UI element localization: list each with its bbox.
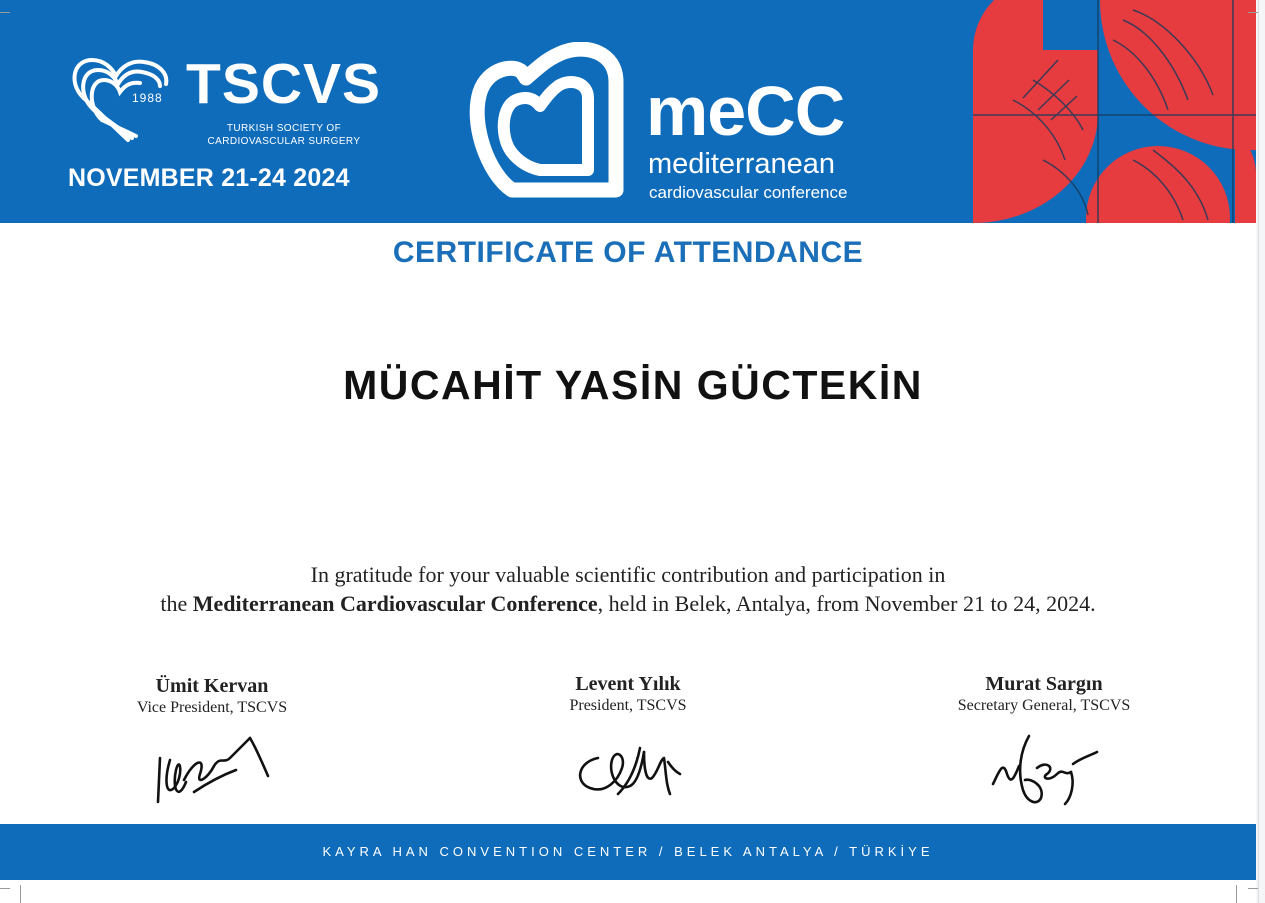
signatory-vice-president: [92, 674, 332, 718]
signature-murat-sargin: [985, 730, 1105, 810]
mecc-wordmark: meCC: [646, 72, 845, 150]
crop-mark: [1248, 888, 1258, 889]
signatory-role: Secretary General, TSCVS: [957, 697, 1131, 714]
signature-levent-yilik: [572, 738, 687, 800]
certificate-text-line2: [0, 589, 1256, 618]
crop-mark: [0, 888, 10, 889]
signatory-name: Murat Sargın: [985, 673, 1103, 695]
crop-mark: [1236, 885, 1237, 903]
certificate-text-line1: In gratitude for your valuable scientific contribution and participation in: [310, 562, 946, 587]
crop-mark: [20, 885, 21, 903]
text-suffix: , held in Belek, Antalya, from November 21 to 24, 2024.: [597, 591, 1096, 616]
recipient-name: MÜCAHİT YASİN GÜCTEKİN: [343, 362, 923, 408]
mecc-subtitle-line1: mediterranean: [648, 148, 835, 180]
heart-anatomy-artwork: [973, 0, 1256, 223]
tscvs-subtitle-line2: CARDIOVASCULAR SURGERY: [207, 136, 361, 147]
text-prefix: the: [160, 591, 193, 616]
conference-dates: NOVEMBER 21-24 2024: [68, 164, 350, 192]
certificate-text: [0, 560, 1256, 618]
signatory-name: Ümit Kervan: [155, 675, 269, 697]
conference-name: Mediterranean Cardiovascular Conference: [192, 591, 598, 616]
crop-mark: [0, 12, 10, 13]
mecc-subtitle-line2: cardiovascular conference: [649, 183, 848, 202]
signatory-role: Vice President, TSCVS: [136, 699, 288, 716]
signature-umit-kervan: [150, 730, 275, 808]
venue-address: KAYRA HAN CONVENTION CENTER / BELEK ANTALYA / TÜRKİYE: [322, 844, 934, 859]
mecc-heart-logo-icon: [466, 42, 626, 202]
certificate-title: CERTIFICATE OF ATTENDANCE: [392, 236, 864, 269]
tscvs-wordmark: TSCVS: [186, 52, 382, 116]
tscvs-full-name: [200, 122, 368, 148]
signatory-name: Levent Yılık: [575, 673, 681, 695]
certificate-footer: [0, 824, 1256, 880]
signatory-president: [508, 672, 748, 716]
crop-mark: [1248, 12, 1258, 13]
signatory-secretary-general: [924, 672, 1164, 716]
tscvs-founding-year: 1988: [132, 91, 163, 105]
signatory-role: President, TSCVS: [569, 697, 687, 714]
certificate-header: [0, 0, 1256, 223]
page-edge: [1256, 0, 1265, 903]
tscvs-subtitle-line1: TURKISH SOCIETY OF: [226, 123, 342, 134]
trim-line: [1258, 0, 1259, 903]
